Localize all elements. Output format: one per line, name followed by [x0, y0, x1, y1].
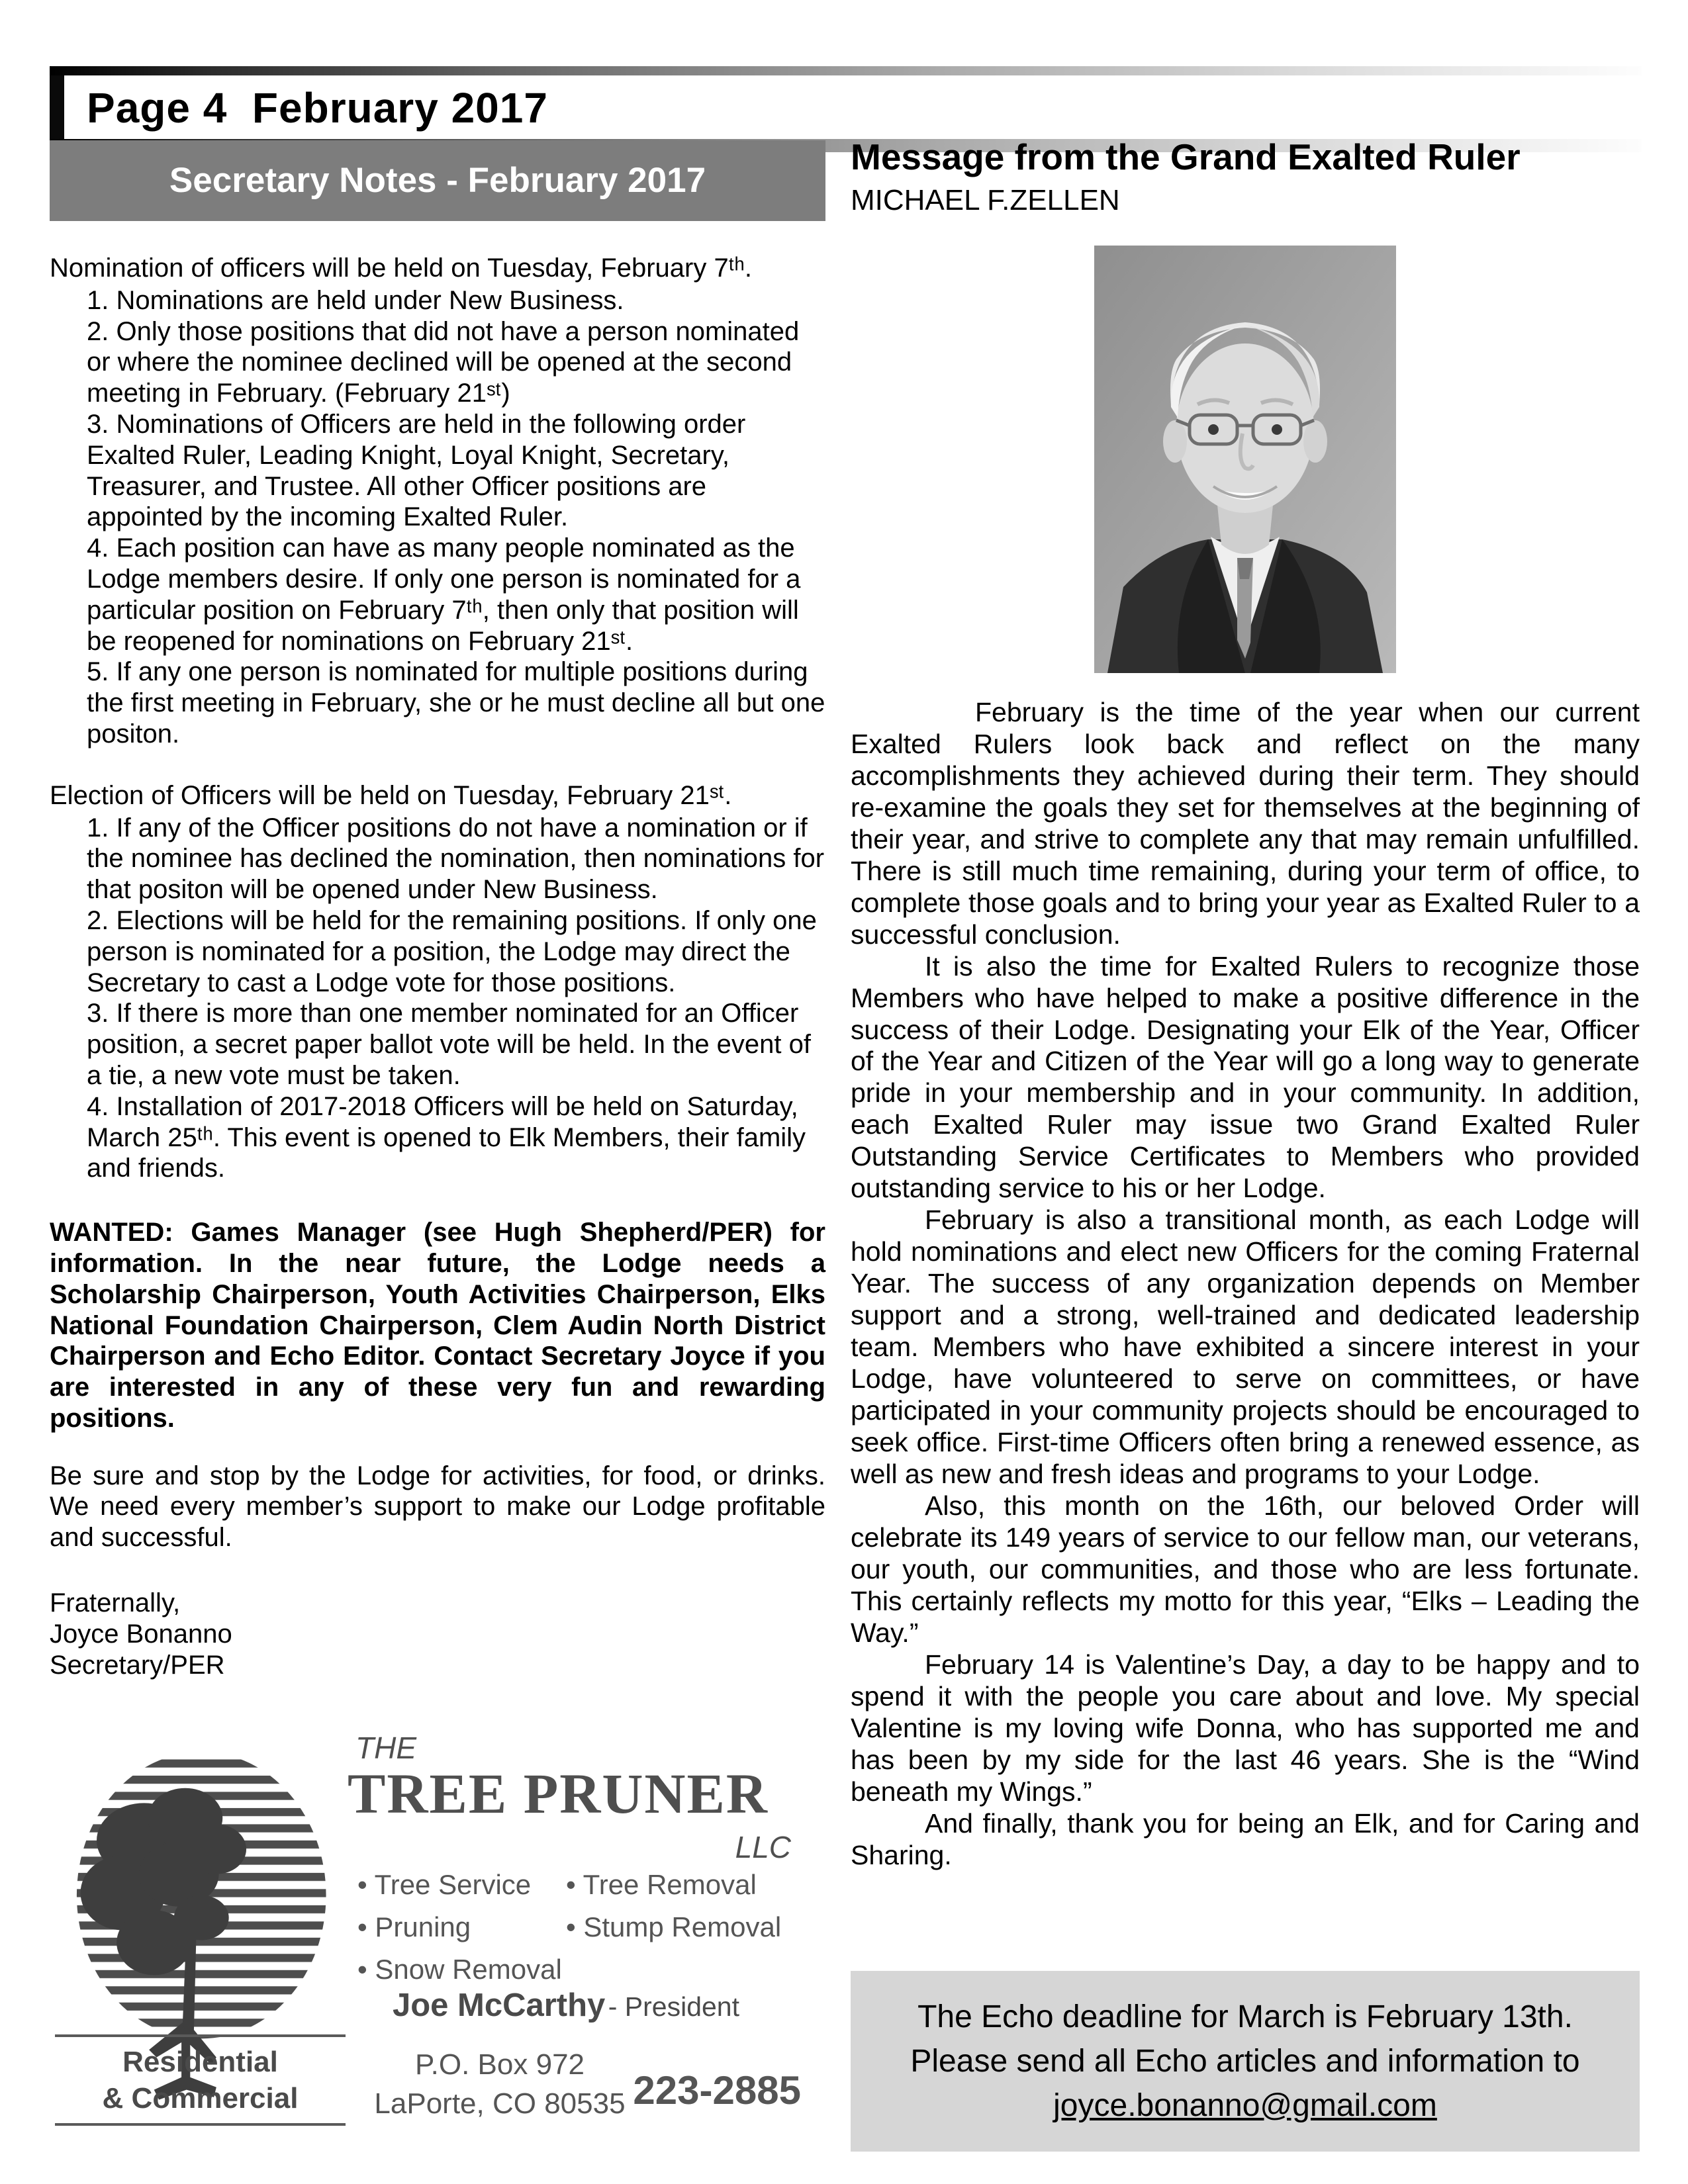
top-gradient-bar	[50, 66, 1642, 75]
list-item: 2. Elections will be held for the remaining positions. If only one person is nominated for a position, the Lodge may direct the Secretary to cast a Lodge vote for those positions.	[87, 905, 817, 997]
ger-heading: Message from the Grand Exalted Ruler	[851, 136, 1521, 177]
list-item: 3. Nominations of Officers are held in the following order Exalted Ruler, Leading Knight, Loyal Knight, Secretary, Treasurer, and Trustee. All other Officer positions are appointed by the incoming Exalted Ruler.	[87, 409, 746, 532]
ger-author: MICHAEL F.ZELLEN	[851, 184, 1120, 217]
ad-the-label: THE	[355, 1731, 416, 1765]
tree-pruner-ad	[50, 1729, 808, 2142]
ad-services-list	[357, 1869, 818, 1985]
residential-commercial-label	[50, 2037, 351, 2123]
ger-paragraph: Also, this month on the 16th, our beloved Order will celebrate its 149 years of service to our fellow man, our veterans, our youth, our communities, and those who are less fortunate. This certainly reflects my motto for this year, “Elks – Leading the Way.”	[851, 1490, 1640, 1648]
ger-message-column	[851, 136, 1640, 2152]
list-item: 4. Installation of 2017-2018 Officers will be held on Saturday, March 25ᵗʰ. This event is opened to Elk Members, their family and friends.	[87, 1091, 806, 1183]
ad-owner-title: - President	[608, 1991, 740, 2022]
list-item: 2. Only those positions that did not have a person nominated or where the nominee declined will be opened at the second meeting in February. (February 21ˢᵗ)	[87, 316, 800, 408]
ger-paragraph: February 14 is Valentine’s Day, a day to be happy and to spend it with the people you care about and love. My special Valentine is my loving wife Donna, who has supported me and has been by my side for the last 46 years. She is the “Wind beneath my Wings.”	[851, 1649, 1640, 1807]
ad-phone-number: 223-2885	[633, 2068, 801, 2113]
page-title: Page 4 February 2017	[87, 84, 548, 132]
ger-message-body	[851, 697, 1640, 1872]
signature-block	[50, 1588, 825, 1680]
ad-owner-name: Joe McCarthy	[392, 1987, 606, 2023]
secretary-notes-column	[50, 140, 825, 1680]
ad-company-name: TREE PRUNER	[348, 1762, 769, 1825]
list-item: 5. If any one person is nominated for multiple positions during the first meeting in February, she or he must decline all but one positon.	[87, 657, 825, 749]
echo-deadline-line2: Please send all Echo articles and information to	[910, 2043, 1580, 2079]
nomination-intro: Nomination of officers will be held on Tuesday, February 7ᵗʰ.	[50, 253, 752, 283]
closing-name: Joyce Bonanno	[50, 1619, 232, 1649]
echo-deadline-box	[851, 1971, 1640, 2152]
service-item: • Stump Removal	[566, 1911, 782, 1942]
echo-email-link[interactable]: joyce.bonanno@gmail.com	[1053, 2088, 1437, 2124]
portrait-photo	[1094, 246, 1396, 673]
ger-paragraph: It is also the time for Exalted Rulers to recognize those Members who have helped to make a positive difference in the success of their Lodge. Designating your Elk of the Year, Officer of the Year and Citizen of the Year will go a long way to generate pride in your membership and in your community. In addition, each Exalted Ruler may issue two Grand Exalted Ruler Outstanding Service Certificates to Members who provided outstanding service to his or her Lodge.	[851, 950, 1640, 1204]
nomination-list	[87, 285, 825, 750]
list-item: 1. If any of the Officer positions do not have a nomination or if the nominee has declined the nomination, then nominations for that positon will be opened under New Business.	[87, 813, 825, 905]
page-title-box	[50, 75, 1642, 139]
ad-address-line2: LaPorte, CO 80535	[374, 2087, 626, 2120]
list-item: 3. If there is more than one member nominated for an Officer position, a secret paper ballot vote will be held. In the event of a tie, a new vote must be taken.	[87, 999, 812, 1090]
election-list	[87, 813, 825, 1185]
echo-deadline-line1: The Echo deadline for March is February 13th.	[917, 1999, 1573, 2034]
ger-paragraph: And finally, thank you for being an Elk, and for Caring and Sharing.	[851, 1807, 1640, 1870]
secretary-notes-heading: Secretary Notes - February 2017	[50, 140, 825, 221]
residential-commercial-block	[50, 2034, 351, 2126]
list-item: 4. Each position can have as many people nominated as the Lodge members desire. If only one person is nominated for a particular position on February 7ᵗʰ, then only that position will be reopened for nominations on February 21ˢᵗ.	[87, 533, 801, 656]
service-item: • Tree Service	[357, 1869, 532, 1900]
ad-address-line1: P.O. Box 972	[414, 2048, 585, 2081]
service-item: • Pruning	[357, 1911, 471, 1942]
closing-title: Secretary/PER	[50, 1650, 225, 1680]
closing-salutation: Fraternally,	[50, 1588, 181, 1618]
residential-label: Residential	[122, 2046, 278, 2078]
ger-paragraph: February is the time of the year when our current Exalted Rulers look back and reflect on the many accomplishments they achieved during their term. They should re-examine the goals they set for themselves at the beginning of their year, and strive to complete any that may remain unfulfilled. There is still much time remaining, during your term of office, to complete those goals and to bring your year as Exalted Ruler to a successful conclusion.	[851, 696, 1640, 950]
commercial-label: & Commercial	[102, 2082, 299, 2115]
support-paragraph: Be sure and stop by the Lodge for activities, for food, or drinks. We need every member’s support to make our Lodge profitable and successful.	[50, 1461, 825, 1553]
service-item: • Tree Removal	[566, 1869, 757, 1900]
ger-paragraph: February is also a transitional month, as each Lodge will hold nominations and elect new Officers for the coming Fraternal Year. The success of any organization depends on Member support and a strong, well-trained and dedicated leadership team. Members who have exhibited a sincere interest in your Lodge, have volunteered to serve on committees, or have participated in your community projects should be encouraged to seek office. First-time Officers often bring a renewed essence, as well as new and fresh ideas and programs to your Lodge.	[851, 1205, 1640, 1490]
list-item: 1. Nominations are held under New Business.	[87, 285, 624, 315]
spacer	[50, 750, 825, 780]
ad-address	[361, 2045, 639, 2124]
ad-llc-label: LLC	[735, 1830, 791, 1864]
ad-owner	[348, 1987, 784, 2024]
divider-line	[55, 2123, 346, 2126]
election-intro: Election of Officers will be held on Tuesday, February 21ˢᵗ.	[50, 780, 732, 810]
service-item: • Snow Removal	[357, 1954, 562, 1985]
wanted-paragraph: WANTED: Games Manager (see Hugh Shepherd/PER) for information. In the near future, the Lodge needs a Scholarship Chairperson, Youth Activities Chairperson, Elks National Foundation Chairperson, Clem Audin North District Chairperson and Echo Editor. Contact Secretary Joyce if you are interested in any of these very fun and rewarding positions.	[50, 1218, 825, 1433]
